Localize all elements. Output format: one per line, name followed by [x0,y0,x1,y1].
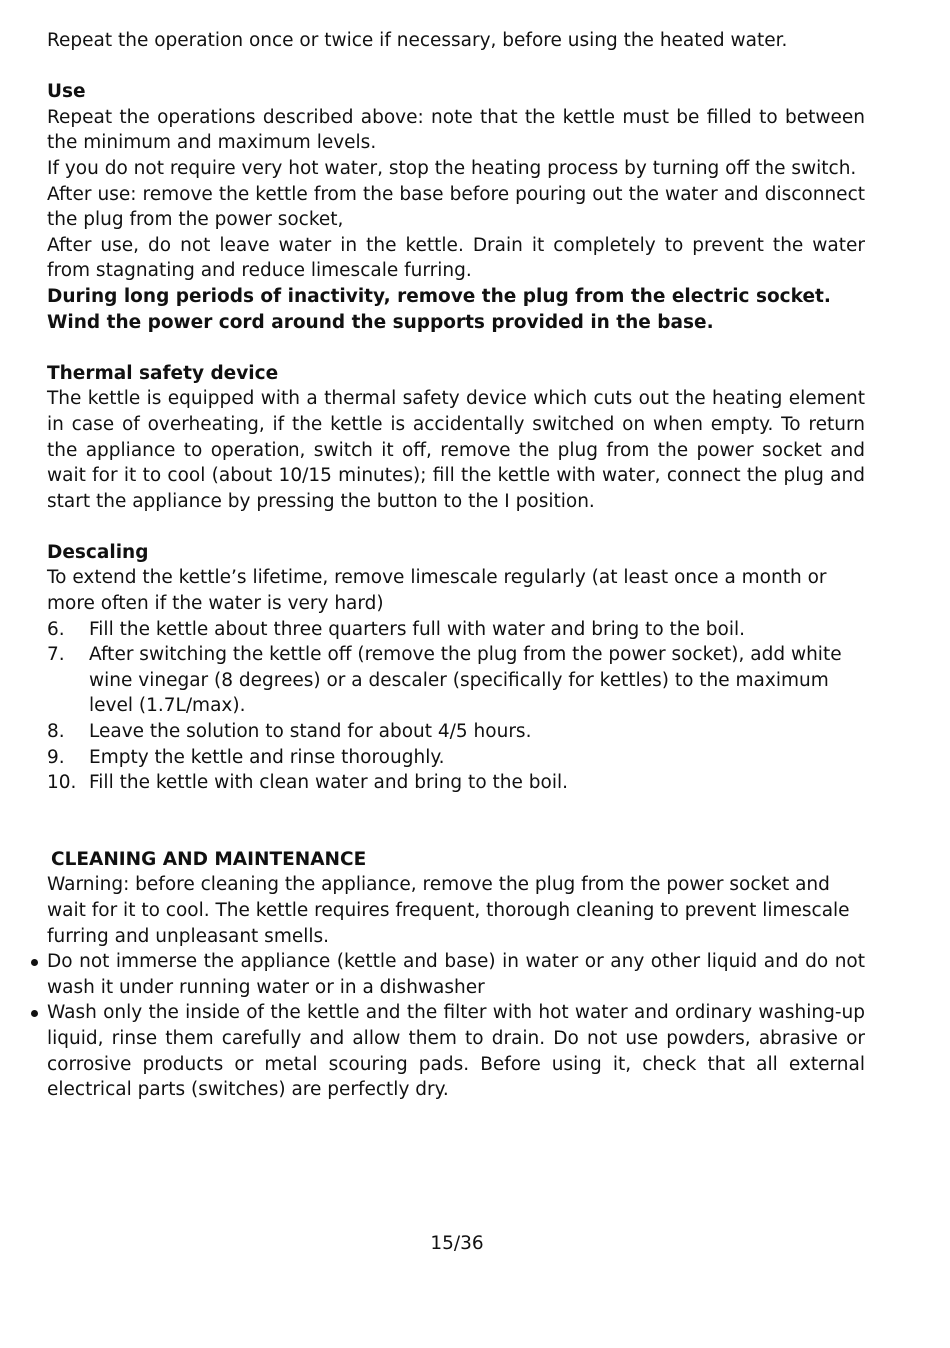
step-text: Fill the kettle with clean water and bring to the boil. [89,772,568,794]
cleaning-bullets [47,949,865,1103]
thermal-section [47,361,865,515]
step-text: After switching the kettle off (remove the plug from the power socket), add white wine vinegar (8 degrees) or a descaler (specifically for kettles) to the maximum level (1.7L/max). [89,644,842,717]
use-paragraph-2: If you do not require very hot water, stop the heating process by turning off the switch. [47,157,857,179]
step-text: Leave the solution to stand for about 4/5 hours. [89,721,532,743]
step-number: 8. [47,721,65,743]
descaling-steps [47,617,865,796]
list-item [47,642,865,719]
warning-text: : before cleaning the appliance, remove the plug from the power socket and wait for it to cool. The kettle requires frequent, thorough cleaning to prevent limescale furring and unpleasant smells. [47,874,850,947]
spacer [47,335,865,361]
warning-label: Warning [47,874,124,896]
step-number: 10. [47,772,77,794]
step-number: 6. [47,618,65,640]
list-item [47,1000,865,1102]
use-paragraph-3: After use: remove the kettle from the base before pouring out the water and disconnect the plug from the power socket, [47,183,865,231]
step-text: Fill the kettle about three quarters full with water and bring to the boil. [89,618,745,640]
bullet-icon [31,959,38,966]
intro-paragraph: Repeat the operation once or twice if necessary, before using the heated water. [47,30,788,51]
cleaning-section [47,847,865,1103]
use-heading: Use [47,81,86,103]
spacer [47,514,865,540]
list-item [47,949,865,1000]
use-paragraph-1: Repeat the operations described above: note that the kettle must be filled to between the minimum and maximum levels. [47,106,865,154]
bullet-text: Do not immerse the appliance (kettle and base) in water or any other liquid and do not wash it under running water or in a dishwasher [47,951,865,998]
list-item [47,719,865,745]
spacer [47,796,865,847]
thermal-heading: Thermal safety device [47,362,279,384]
document-page [47,28,865,1103]
list-item [47,770,865,796]
bullet-text: Wash only the inside of the kettle and the filter with hot water and ordinary washing-up liquid, rinse them carefully and allow them to drain. Do not use powders, abrasive or corrosive products or metal scouring pads. Before using it, check that all external electrical parts (switches) are perfectly dry. [47,1002,865,1101]
descaling-section [47,540,865,796]
step-text: Empty the kettle and rinse thoroughly. [89,746,445,768]
cleaning-heading: CLEANING AND MAINTENANCE [51,848,367,870]
use-section [47,79,865,335]
descaling-intro: To extend the kettle’s lifetime, remove limescale regularly (at least once a month or more often if the water is very hard) [47,567,827,615]
thermal-paragraph: The kettle is equipped with a thermal safety device which cuts out the heating element in case of overheating, if the kettle is accidentally switched on when empty. To return the appliance to operation, switch it off, remove the plug from the power socket and wait for it to cool (about 10/15 minutes); fill the kettle with water, connect the plug and start the appliance by pressing the button to the I position. [47,388,865,512]
list-item [47,745,865,771]
use-bold-note: During long periods of inactivity, remove the plug from the electric socket. Wind the power cord around the supports provided in the base. [47,285,831,333]
use-paragraph-4: After use, do not leave water in the kettle. Drain it completely to prevent the water from stagnating and reduce limescale furring. [47,234,865,282]
descaling-heading: Descaling [47,541,149,563]
step-number: 9. [47,746,65,768]
step-number: 7. [47,644,65,666]
page-number: 15/36 [430,1233,484,1254]
list-item [47,617,865,643]
spacer [47,54,865,80]
bullet-icon [31,1010,38,1017]
cleaning-warning [47,872,865,949]
